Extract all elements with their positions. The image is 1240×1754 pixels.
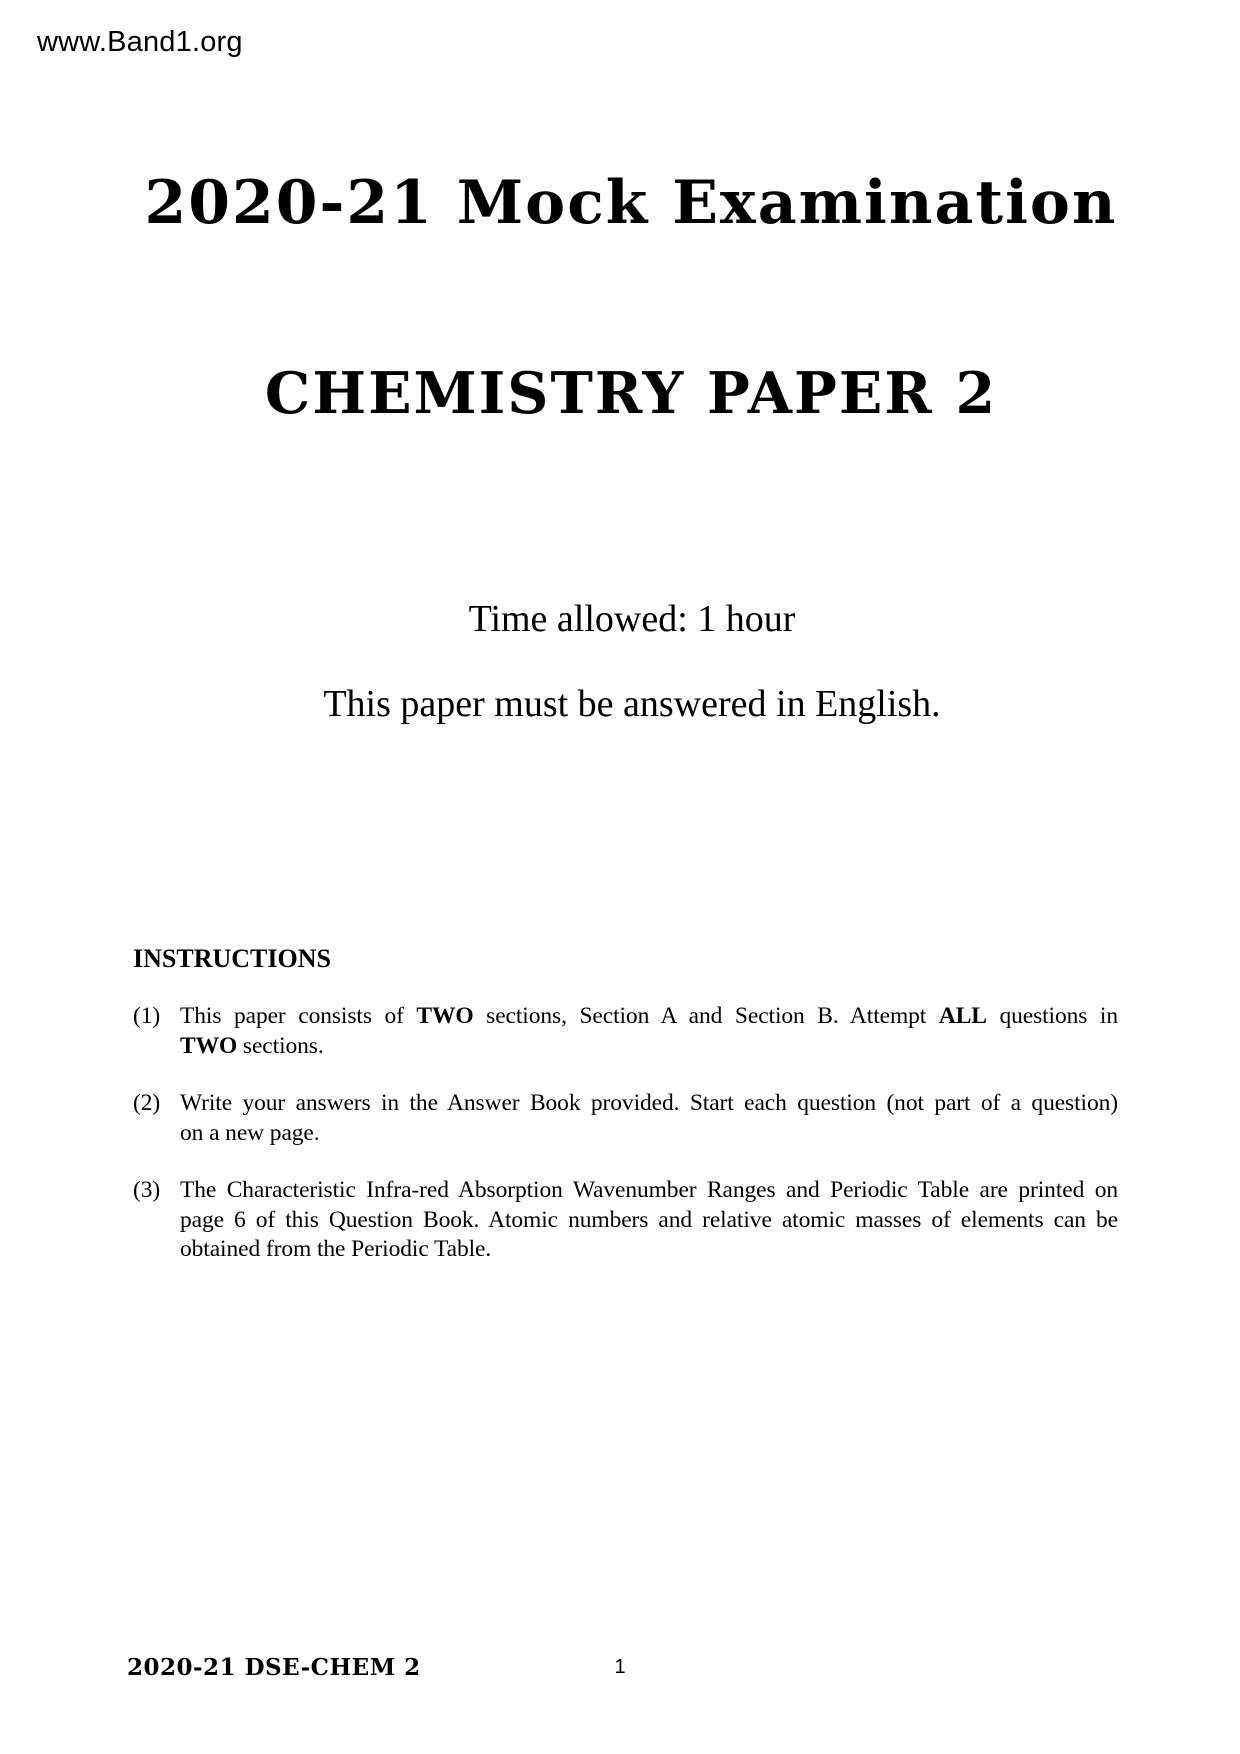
instruction-line: [180, 1119, 1118, 1149]
text-segment: questions in: [986, 1003, 1118, 1029]
instruction-line: [180, 1089, 1118, 1119]
paper-title: CHEMISTRY PAPER 2: [264, 360, 998, 427]
time-allowed-note: Time allowed: 1 hour: [468, 598, 796, 640]
text-segment: sections, Section A and Section B. Attempt: [473, 1003, 939, 1029]
instructions-list: [133, 1002, 1118, 1265]
instruction-body: [180, 1089, 1118, 1148]
language-note: This paper must be answered in English.: [323, 683, 941, 725]
instruction-item: [133, 1176, 1118, 1265]
text-segment: page 6 of this Question Book. Atomic numbers and relative atomic masses of elements can be: [180, 1206, 1118, 1233]
instruction-line: [180, 1235, 1118, 1265]
instruction-line: [180, 1176, 1118, 1206]
text-segment: Write your answers in the Answer Book provided. Start each question (not part of a question): [180, 1090, 1118, 1116]
instruction-body: [180, 1176, 1118, 1265]
emphasized-text: TWO: [416, 1003, 474, 1029]
page-number: 1: [614, 1656, 626, 1678]
text-segment: obtained from the Periodic Table.: [180, 1236, 492, 1262]
instruction-number: (1): [133, 1003, 161, 1029]
instruction-number: (3): [133, 1177, 161, 1203]
emphasized-text: ALL: [938, 1003, 987, 1029]
instruction-item: [133, 1002, 1118, 1061]
text-segment: sections.: [237, 1032, 324, 1059]
instruction-body: [180, 1002, 1118, 1061]
instructions-heading: INSTRUCTIONS: [133, 944, 331, 973]
instruction-line: [180, 1032, 1118, 1062]
instructions-section: [133, 946, 1118, 1293]
text-segment: The Characteristic Infra-red Absorption Wavenumber Ranges and Periodic Table are printed on: [180, 1177, 1118, 1203]
exam-title: 2020-21 Mock Examination: [144, 168, 1118, 238]
footer-paper-code: 2020-21 DSE-CHEM 2: [127, 1654, 421, 1681]
instruction-item: [133, 1089, 1118, 1148]
text-segment: This paper consists of: [180, 1003, 417, 1029]
instruction-line: [180, 1206, 1118, 1236]
emphasized-text: TWO: [180, 1032, 238, 1059]
instruction-number: (2): [133, 1090, 161, 1116]
watermark-url: www.Band1.org: [37, 26, 243, 58]
text-segment: on a new page.: [180, 1119, 320, 1146]
instruction-line: [180, 1002, 1118, 1032]
